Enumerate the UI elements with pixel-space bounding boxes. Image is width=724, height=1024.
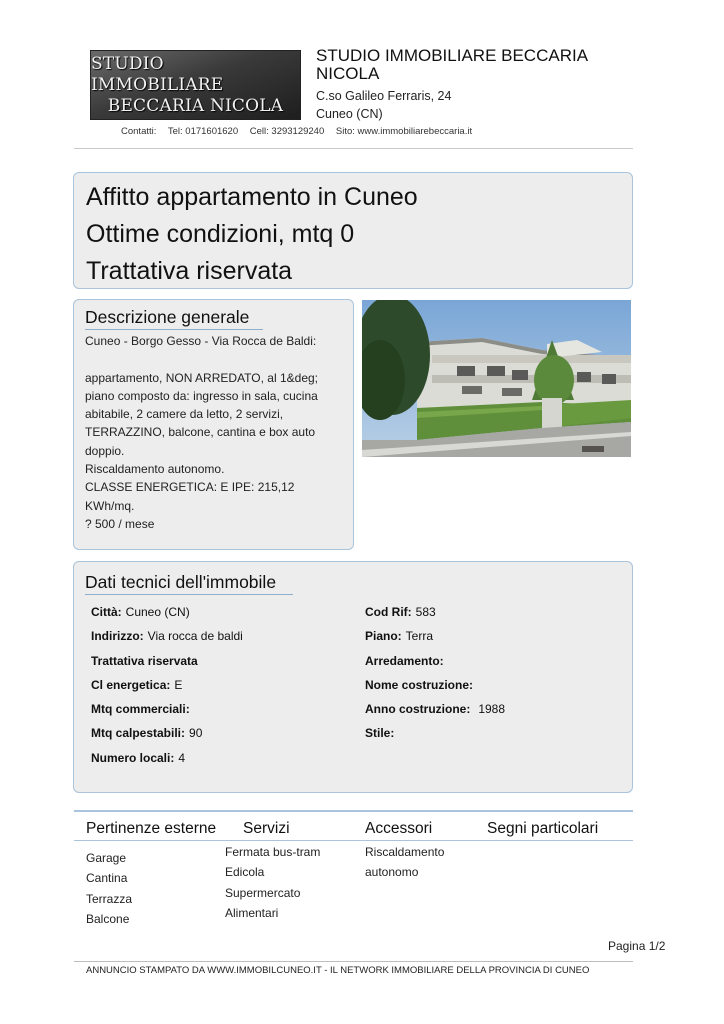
- tech-label: Cod Rif:: [365, 605, 412, 619]
- tech-row-indirizzo: [91, 629, 243, 643]
- agency-city: Cuneo (CN): [316, 107, 383, 121]
- tech-row-cod-rif: [365, 605, 436, 619]
- pertinenza-item: Garage: [86, 851, 127, 865]
- tech-row-mtq-calpestabili: [91, 726, 202, 740]
- pertinenza-item: Terrazza: [86, 892, 133, 906]
- title-line-3: Trattativa riservata: [86, 257, 293, 285]
- tech-value: 583: [415, 605, 436, 619]
- technical-data-box: [73, 561, 633, 793]
- tech-label: Stile:: [365, 726, 395, 740]
- description-heading: Descrizione generale: [85, 307, 263, 330]
- page-number: Pagina 1/2: [608, 939, 666, 953]
- footer-text: ANNUNCIO STAMPATO DA WWW.IMMOBILCUNEO.IT - IL NETWORK IMMOBILIARE DELLA PROVINCIA DI CUNEO: [86, 965, 590, 976]
- tech-row-citta: [91, 605, 190, 619]
- pertinenze-header-rule: [74, 840, 633, 841]
- servizio-item: Supermercato: [225, 886, 301, 900]
- accessori-heading: Accessori: [365, 820, 433, 837]
- tech-row-trattativa: [91, 654, 202, 668]
- tech-label: Trattativa riservata: [91, 654, 198, 668]
- tech-label: Mtq calpestabili:: [91, 726, 186, 740]
- accessorio-item: Riscaldamento: [365, 845, 445, 859]
- tech-value: 90: [189, 726, 203, 740]
- property-photo-image: [362, 300, 631, 457]
- footer-divider: [74, 961, 633, 962]
- property-photo: [362, 300, 631, 457]
- listing-title-box: [73, 172, 633, 289]
- tech-row-anno-costruzione: [365, 702, 505, 716]
- agency-name: STUDIO IMMOBILIARE BECCARIA NICOLA: [316, 46, 588, 83]
- pertinenze-esterne-heading: Pertinenze esterne: [86, 820, 217, 837]
- tech-label: Nome costruzione:: [365, 678, 474, 692]
- contacts-label: Contatti:: [121, 126, 157, 137]
- tech-label: Città:: [91, 605, 122, 619]
- agency-address-block: [316, 87, 451, 123]
- tech-row-classe-energetica: [91, 678, 182, 692]
- tech-value: Via rocca de baldi: [147, 629, 243, 643]
- logo-line-2: BECCARIA NICOLA: [107, 95, 284, 116]
- header-divider: [74, 148, 633, 149]
- logo-line-1: STUDIO IMMOBILIARE: [91, 53, 224, 95]
- agency-logo: [90, 50, 301, 120]
- title-line-1: Affitto appartamento in Cuneo: [86, 183, 418, 211]
- technical-data-heading: Dati tecnici dell'immobile: [85, 572, 293, 595]
- servizio-item: Edicola: [225, 865, 265, 879]
- tech-label: Indirizzo:: [91, 629, 144, 643]
- tech-value: 1988: [478, 702, 506, 716]
- tech-row-mtq-commerciali: [91, 702, 194, 716]
- tech-row-stile: [365, 726, 398, 740]
- contacts-line: [121, 126, 481, 137]
- tech-row-piano: [365, 629, 433, 643]
- description-box: [73, 299, 354, 550]
- segni-particolari-heading: Segni particolari: [487, 820, 599, 837]
- title-line-2: Ottime condizioni, mtq 0: [86, 220, 355, 248]
- contact-tel: Tel: 0171601620: [167, 126, 239, 137]
- description-text: Cuneo - Borgo Gesso - Via Rocca de Baldi: appartamento, NON ARREDATO, al 1&deg; piano composto da: ingresso in sala, cucina abitabile, 2 camere da letto, 2 servizi, TERRAZZINO, balcone, cantina e box auto doppio. Riscaldamento autonomo. CLASSE ENERGETICA: E IPE: 215,12 KWh/mq. ? 500 / mese: [85, 334, 318, 531]
- agency-address: C.so Galileo Ferraris, 24: [316, 89, 452, 103]
- tech-value: 4: [178, 751, 186, 765]
- tech-label: Cl energetica:: [91, 678, 171, 692]
- pertinenza-item: Cantina: [86, 871, 128, 885]
- contact-cell: Cell: 3293129240: [249, 126, 325, 137]
- servizio-item: Alimentari: [225, 906, 279, 920]
- servizi-heading: Servizi: [243, 820, 290, 837]
- tech-value: E: [174, 678, 183, 692]
- tech-label: Mtq commerciali:: [91, 702, 190, 716]
- pertinenze-top-rule: [74, 810, 633, 812]
- contact-site[interactable]: Sito: www.immobiliarebeccaria.it: [335, 126, 473, 137]
- tech-label: Arredamento:: [365, 654, 444, 668]
- tech-label: Anno costruzione:: [365, 702, 471, 716]
- accessorio-item: autonomo: [365, 865, 419, 879]
- tech-row-arredamento: [365, 654, 448, 668]
- tech-row-nome-costruzione: [365, 678, 477, 692]
- servizio-item: Fermata bus-tram: [225, 845, 321, 859]
- tech-value: Cuneo (CN): [125, 605, 190, 619]
- tech-value: Terra: [405, 629, 434, 643]
- pertinenza-item: Balcone: [86, 912, 130, 926]
- tech-label: Piano:: [365, 629, 402, 643]
- tech-label: Numero locali:: [91, 751, 175, 765]
- tech-row-numero-locali: [91, 751, 185, 765]
